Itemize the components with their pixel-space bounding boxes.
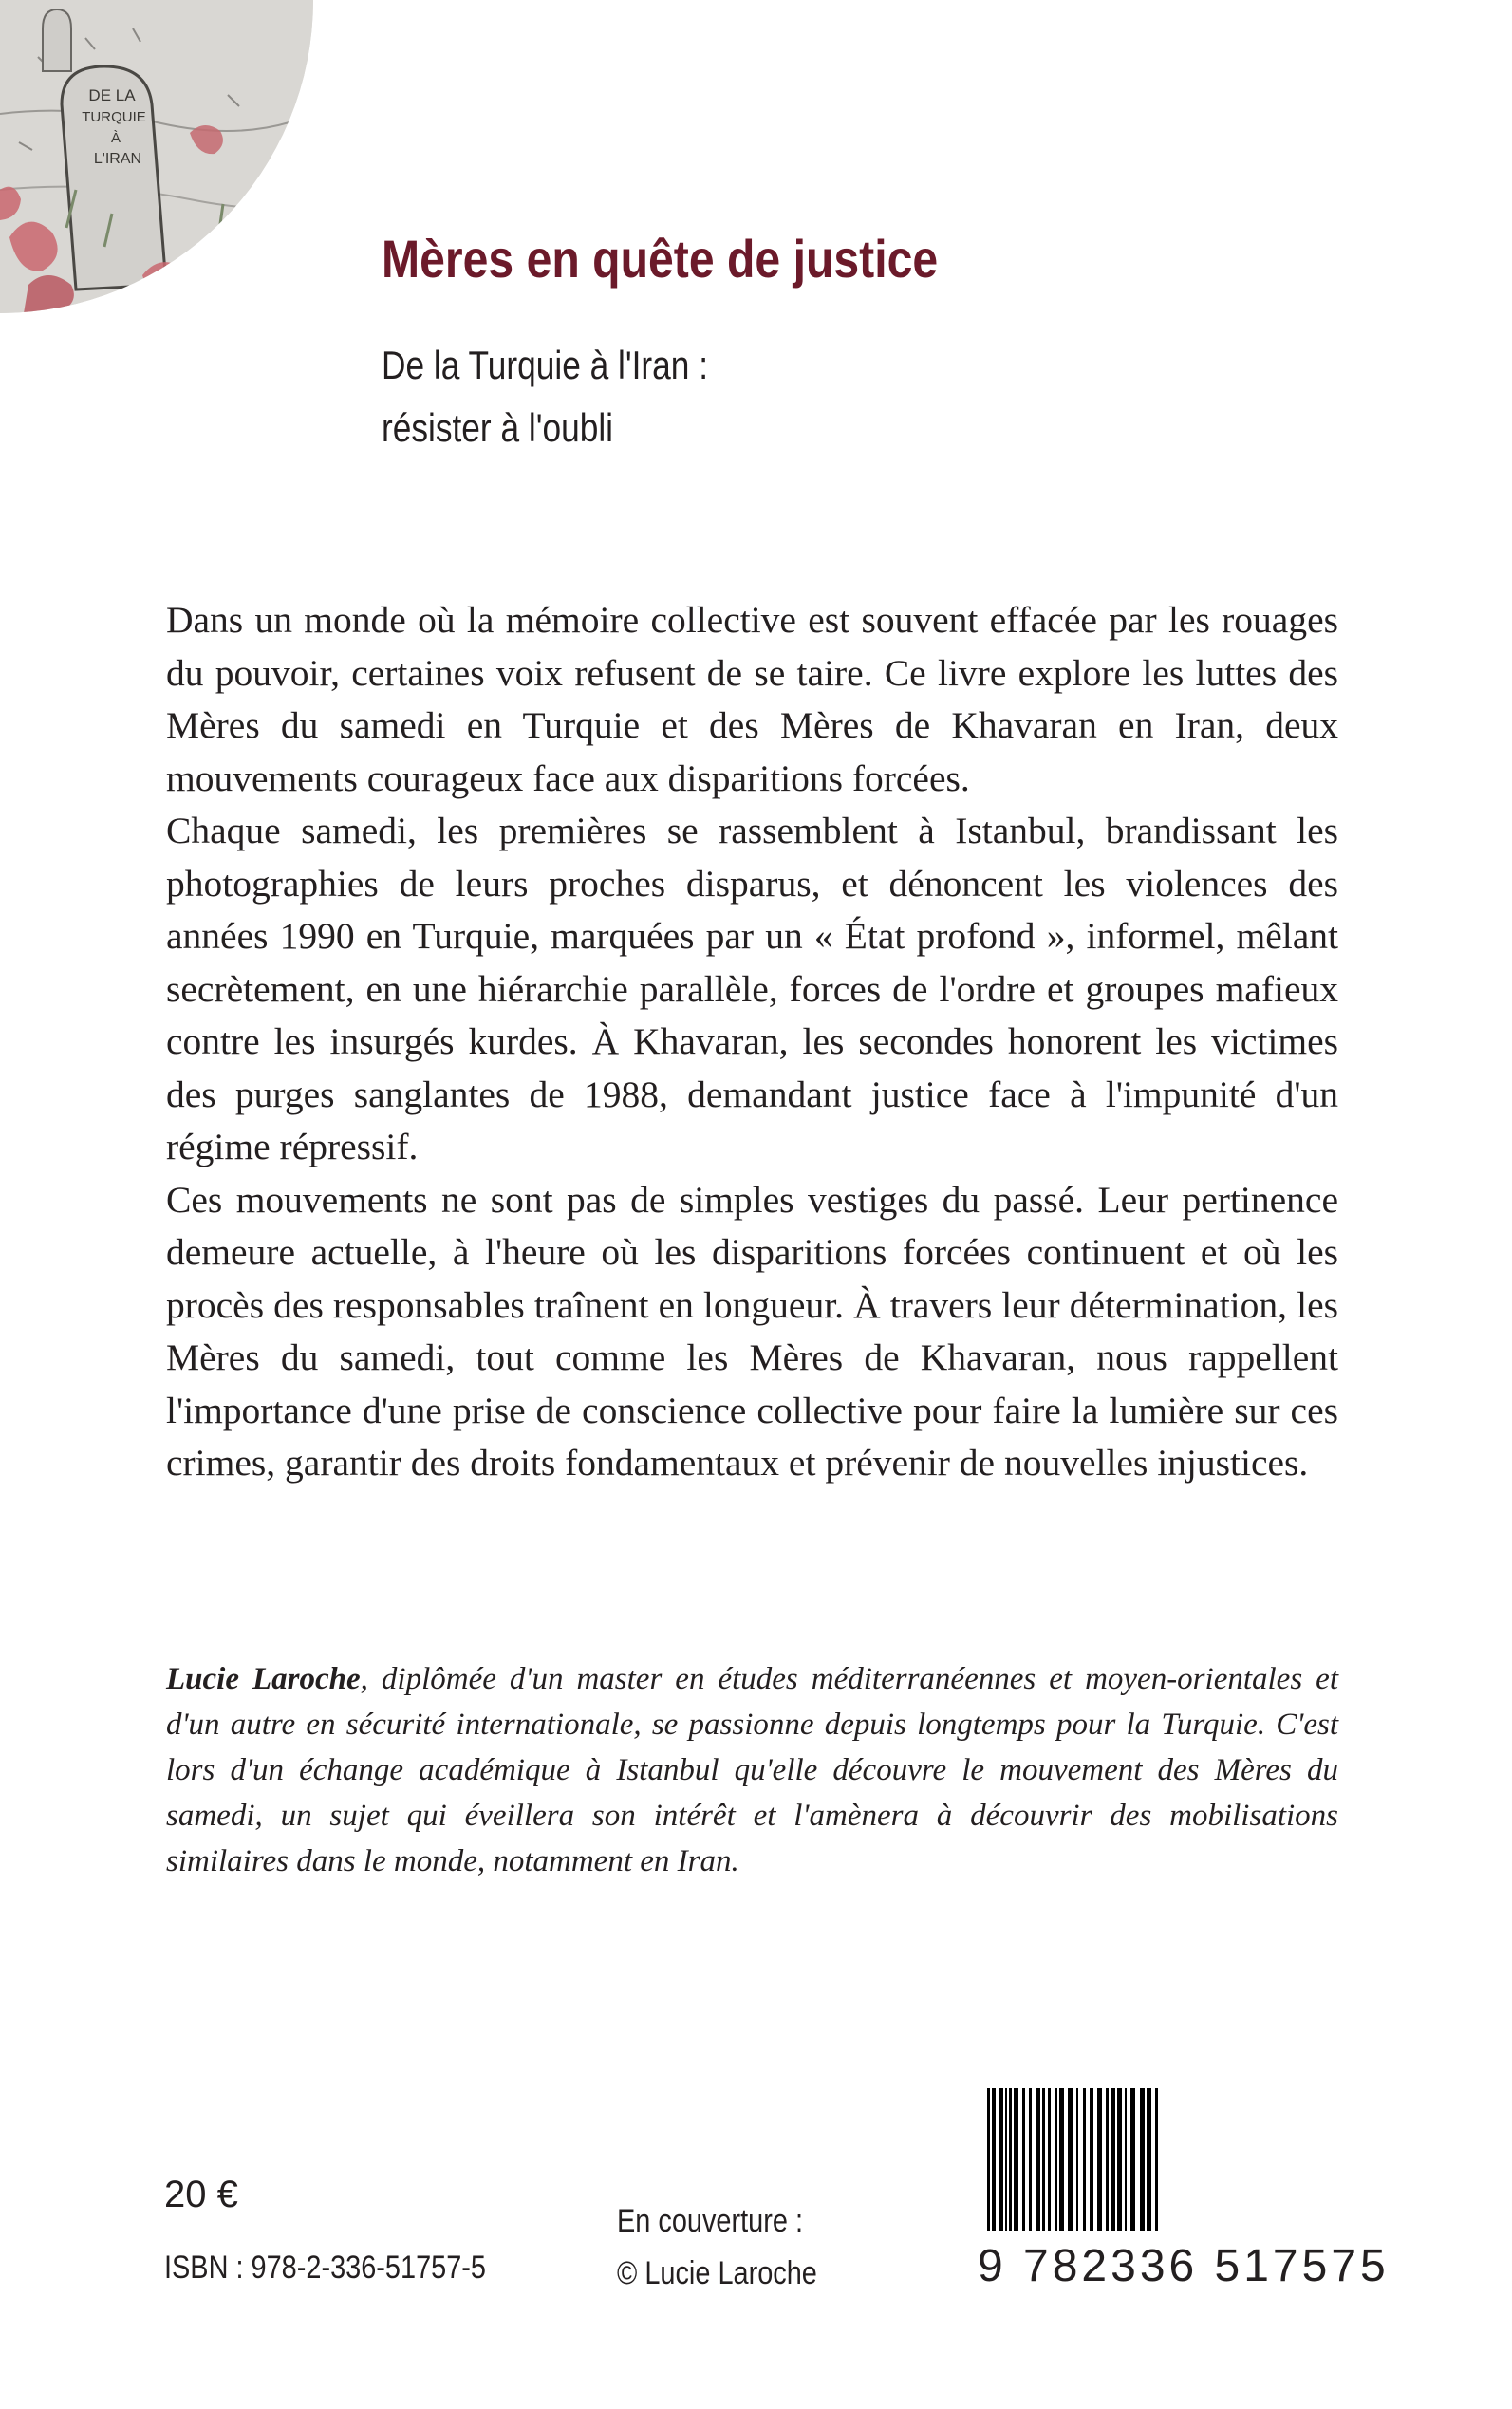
barcode-bar xyxy=(1022,2088,1025,2231)
barcode-bar xyxy=(1059,2088,1064,2231)
price: 20 € xyxy=(164,2174,238,2215)
barcode-bar xyxy=(1130,2088,1135,2231)
barcode-bar xyxy=(1076,2088,1078,2231)
barcode-bar xyxy=(1009,2088,1012,2231)
barcode-bar xyxy=(1140,2088,1145,2231)
subtitle-line-1: De la Turquie à l'Iran : xyxy=(382,343,709,387)
book-title: Mères en quête de justice xyxy=(382,229,939,289)
barcode-bar xyxy=(987,2088,990,2231)
cover-credit xyxy=(617,2195,817,2300)
barcode-bar xyxy=(1147,2088,1151,2231)
tombstone-line-4: L'IRAN xyxy=(93,151,142,167)
blurb-paragraph-3: Ces mouvements ne sont pas de simples vestiges du passé. Leur pertinence demeure actuelle, à l'heure où les disparitions forcées continuent et où les procès des responsables traînent en longueur. À travers leur détermination, les Mères du samedi, tout comme les Mères de Khavaran, nous rappellent l'importance d'une prise de conscience collective pour faire la lumière sur ces crimes, garantir des droits fondamentaux et prévenir de nouvelles injustices. xyxy=(166,1178,1338,1484)
subtitle-line-2: résister à l'oubli xyxy=(382,405,614,450)
blurb-paragraph-1: Dans un monde où la mémoire collective est souvent effacée par les rouages du pouvoir, certaines voix refusent de se taire. Ce livre explore les luttes des Mères du samedi en Turquie et des Mères de Khavaran en Iran, deux mouvements courageux face aux disparitions forcées. xyxy=(166,599,1338,799)
author-bio xyxy=(166,1656,1338,1884)
barcode-bar xyxy=(999,2088,1003,2231)
barcode-bar xyxy=(1036,2088,1040,2231)
barcode-bar xyxy=(1090,2088,1093,2231)
cover-credit-label: En couverture : xyxy=(617,2203,803,2239)
barcode-bar xyxy=(1048,2088,1051,2231)
barcode-bar xyxy=(992,2088,996,2231)
blurb-paragraph-2: Chaque samedi, les premières se rassemblent à Istanbul, brandissant les photographies de leurs proches disparus, et dénoncent les violences des années 1990 en Turquie, marquées par un « État profond », informel, mêlant secrètement, en une hiérarchie parallèle, forces de l'ordre et groupes mafieux contre les insurgés kurdes. À Khavaran, les secondes honorent les victimes des purges sanglantes de 1988, demandant justice face à l'impunité d'un régime répressif. xyxy=(166,810,1338,1167)
book-subtitle xyxy=(382,334,708,459)
isbn: ISBN : 978-2-336-51757-5 xyxy=(164,2250,486,2286)
barcode-bar xyxy=(1068,2088,1073,2231)
tombstone-line-1: DE LA xyxy=(88,86,136,104)
cover-illustration xyxy=(0,0,313,313)
barcode-bar xyxy=(1029,2088,1032,2231)
author-bio-text: , diplômée d'un master en études méditerranéennes et moyen-orientales et d'un autre en sécurité internationale, se passionne depuis longtemps pour la Turquie. C'est lors d'un échange académique à Istanbul qu'elle découvre le mouvement des Mères du samedi, un sujet qui éveillera son intérêt et l'amènera à découvrir des mobilisations similaires dans le monde, notamment en Iran. xyxy=(166,1662,1338,1878)
cemetery-drawing xyxy=(0,0,313,313)
cover-credit-author: © Lucie Laroche xyxy=(617,2255,817,2291)
barcode-bar xyxy=(1097,2088,1102,2231)
barcode-bar xyxy=(1042,2088,1045,2231)
barcode-bar xyxy=(1106,2088,1109,2231)
tombstone-line-3: À xyxy=(110,130,121,146)
barcode-bar xyxy=(1055,2088,1057,2231)
back-cover-blurb xyxy=(166,594,1338,1490)
barcode-bars xyxy=(978,2088,1338,2231)
barcode-bar xyxy=(1155,2088,1158,2231)
author-name: Lucie Laroche xyxy=(166,1662,361,1696)
barcode-bar xyxy=(1125,2088,1127,2231)
barcode-bar xyxy=(1083,2088,1086,2231)
barcode-bar xyxy=(1005,2088,1007,2231)
barcode-bar xyxy=(1117,2088,1122,2231)
tombstone-line-2: TURQUIE xyxy=(82,109,146,125)
barcode-bar xyxy=(1111,2088,1115,2231)
barcode-bar xyxy=(1014,2088,1018,2231)
barcode-digits: 9 782336 517575 xyxy=(978,2241,1390,2291)
